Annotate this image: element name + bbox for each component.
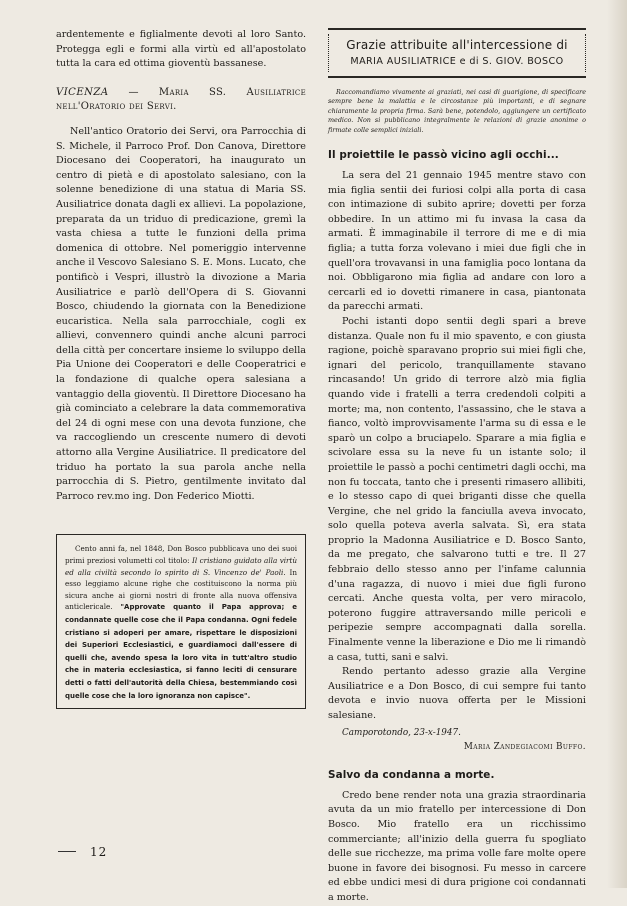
box-paragraph (65, 543, 297, 702)
banner-title: Grazie attribuite all'intercessione di (346, 38, 568, 52)
left-column (56, 28, 306, 709)
article-1-author: Maria Zandegiacomi Buffo. (463, 742, 586, 753)
box-text-1: Cento anni fa, nel 1848, Don Bosco pubblicava uno dei suoi primi preziosi volumetti col titolo: (65, 544, 297, 565)
right-column (328, 28, 586, 906)
graces-note: Raccomandiamo vivamente ai graziati, nei casi di guarigione, di specificare sempre bene la malattia e le circostanze più importanti, e di segnare chiaramente la propria firma. Sarà bene, potendolo, aggiungere un certificato medico. Non si pubblicano integralmente le relazioni di grazie anonime o firmate colle semplici iniziali. (328, 88, 586, 134)
article-1-paragraph-1: La sera del 21 gennaio 1945 mentre stavo con mia figlia sentii dei furiosi colpi alla porta di casa con intimazione di subito aprire; dovetti per forza obbedire. In un attimo mi fu invasa la casa da armati. È immaginabile il terrore di me e di mia figlia; a tutta forza volevano i miei due figli che in quell'ora trovavansi in una famiglia poco lontana da noi. Obbligarono mia figlia ad andare con loro a cercarli ed io dovetti rimanere in casa, piantonata da parecchi armati. (328, 170, 586, 313)
section-title: — Maria SS. Ausiliatrice nell'Oratorio dei Servi. (56, 86, 306, 113)
section-place: VICENZA (56, 86, 109, 98)
article-1-paragraph-3: Rendo pertanto adesso grazie alla Vergine Ausiliatrice e a Don Bosco, di cui sempre fui tanto devota e invio nuova offerta per le Missioni salesiane. (328, 666, 586, 721)
article-1-place-date: Camporotondo, 23-x-1947. (342, 727, 461, 738)
section-body: Nell'antico Oratorio dei Servi, ora Parrocchia di S. Michele, il Parroco Prof. Don Canova, Direttore Diocesano dei Cooperatori, ha inaugurato un centro di pietà e di apostolato salesiano, con la solenne benedizione di una statua di Maria SS. Ausiliatrice donata dagli ex allievi. La popolazione, preparata da un triduo di predicazione, gremì la vasta chiesa a tutte le funzioni della prima domenica di ottobre. Nel pomeriggio intervenne anche il Vescovo Salesiano S. E. Mons. Lucato, che pontificò i Vespri, illustrò la divozione a Maria Ausiliatrice e parlò dell'Opera di S. Giovanni Bosco, chiudendo la giornata con la Benedizione eucaristica. Nella sala parrocchiale, cogli ex allievi, convennero quindi anche alcuni parroci della città per concertare insieme lo sviluppo della Pia Unione dei Cooperatori e delle Cooperatrici e la fondazione di qualche opera salesiana a vantaggio della gioventù. Il Direttore Diocesano ha già cominciato a celebrare la data commemorativa del 24 di ogni mese con una devota funzione, che va raccogliendo un crescente numero di devoti attorno alla Vergine Ausiliatrice. Il predicatore del triduo ha portato la sua parola anche nella parrocchia di S. Pietro, gentilmente invitato dal Parroco rev.mo ing. Don Federico Miotti. (56, 125, 306, 502)
box-book-title: Il cristiano guidato alla virtù ed alla civiltà secondo lo spirito di S. Vincenzo de' Paoli. (65, 556, 298, 577)
banner-ornament-left (328, 34, 335, 72)
article-1-paragraph-2: Pochi istanti dopo sentii degli spari a breve distanza. Quale non fu il mio spavento, e con giusta ragione, poichè sparavano proprio sui miei figli che, ignari del pericolo, tranquillamente stavano rincasando! Un grido di terrore alzò mia figlia quando vide i fratelli a terra credendoli colpiti a morte; ma, non contento, l'assassino, che le stava a fianco, voltò improvvisamente l'arma su di essa e le sparò un colpo a bruciapelo. Sparare a mia figlia e scivolare essa su la neve fu un istante solo; il proiettile le passò a pochi centimetri dagli occhi, ma non fu toccata, tanto che i presenti rimasero allibiti, e lo stesso capo di quei briganti disse che quella Vergine, che nel grido la fanciulla aveva invocato, solo quella poteva averla salvata. Sì, era stata proprio la Madonna Ausiliatrice e D. Bosco Santo, da me pregato, che salvarono tutti e tre. Il 27 febbraio dello stesso anno per l'infame calunnia d'una ragazza, di nuovo i miei due figli furono cercati. Anche questa volta, per vero miracolo, poterono fuggire attraversando mille pericoli e peripezie sempre accompagnati dalla sorella. Finalmente venne la liberazione e Dio me li rimandò a casa, tutti, sani e salvi. (328, 315, 586, 663)
article-2-title: Salvo da condanna a morte. (328, 768, 495, 781)
don-bosco-quote-box (56, 534, 306, 709)
page-number: 12 (90, 845, 108, 859)
graces-banner (328, 28, 586, 78)
section-heading (56, 86, 306, 115)
article-2-paragraph-1: Credo bene render nota una grazia straordinaria avuta da un mio fratello per intercessione di Don Bosco. Mio fratello era un ricchissimo commerciante; all'inizio della guerra fu spogliato delle sue ricchezze, ma prima volle fare molte opere buone in favore dei bisognosi. Fu messo in carcere ed ebbe undici mesi di dura prigione coi condannati a morte. (328, 789, 586, 903)
intro-paragraph: ardentemente e figlialmente devoti al loro Santo. Protegga egli e formi alla virtù ed all'apostolato tutta la cara ed ottima gioventù bassanese. (56, 29, 306, 70)
article-1-signature (328, 726, 586, 755)
page-edge-shadow (607, 0, 627, 888)
banner-ornament-right (579, 34, 586, 72)
article-1-title: Il proiettile le passò vicino agli occhi... (328, 149, 559, 162)
page-number-dash (58, 851, 76, 852)
banner-subtitle: MARIA AUSILIATRICE e di S. GIOV. BOSCO (350, 56, 564, 67)
box-text-2: In esso leggiamo alcune righe che costituiscono la norma più sicura anche ai giorni nostri di fronte alla nuova offensiva anticlericale. (65, 567, 297, 612)
box-quote: "Approvate quanto il Papa approva; e condannate quelle cose che il Papa condanna. Ogni fedele cristiano si adoperi per amare, rispettare le disposizioni dei Superiori Ecclesiastici, e guardiamoci dall'essere di quelli che, avendo spesa la loro vita in tutt'altro studio che in materia ecclesiastica, si fanno leciti di censurare detti o fatti dell'autorità della Chiesa, bestemmiando così quelle cose che la loro ignoranza non capisce". (65, 603, 297, 700)
